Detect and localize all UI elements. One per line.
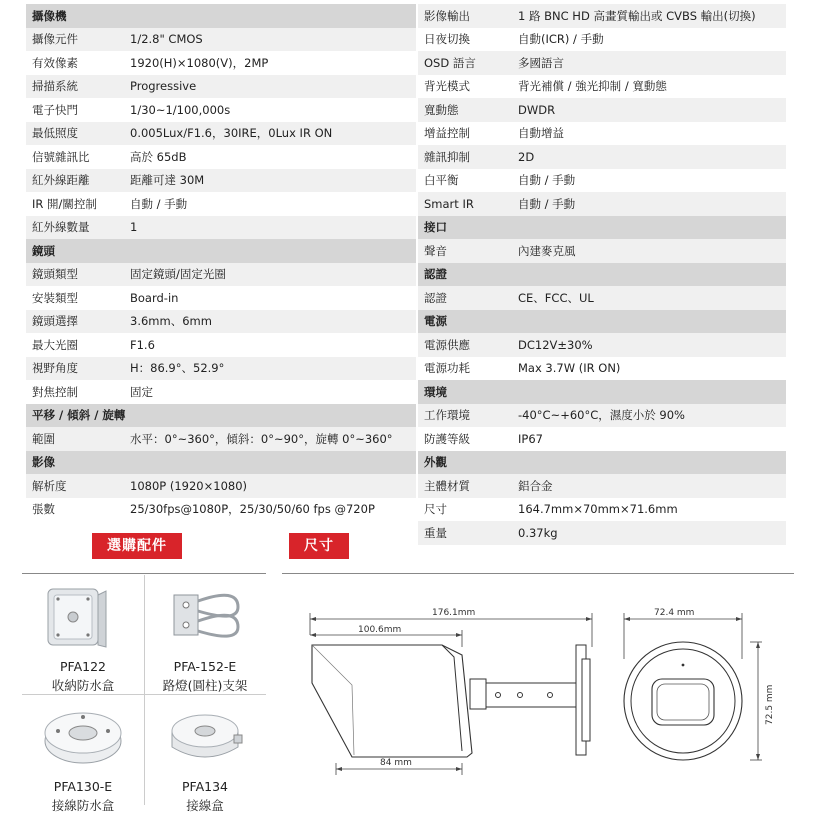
- spec-key: 鏡頭類型: [32, 267, 78, 282]
- spec-row: [418, 427, 786, 451]
- spec-key: Smart IR: [424, 196, 474, 211]
- spec-row: [26, 51, 416, 75]
- spec-row: [26, 169, 416, 193]
- spec-value: 自動 / 手動: [518, 173, 576, 188]
- accessories-tag: 選購配件: [92, 533, 182, 559]
- spec-key: 影像輸出: [424, 8, 470, 23]
- spec-value: 3.6mm、6mm: [130, 314, 212, 329]
- total-length-label: 176.1mm: [432, 608, 476, 618]
- spec-value: DWDR: [518, 102, 556, 117]
- spec-value: H：86.9°、52.9°: [130, 361, 225, 376]
- section-title: 影像: [32, 455, 55, 470]
- spec-value: 高於 65dB: [130, 149, 187, 164]
- spec-value: 多國語言: [518, 55, 564, 70]
- spec-row: [418, 357, 786, 381]
- section-title: 接口: [424, 220, 447, 235]
- spec-value: 1 路 BNC HD 高畫質輸出或 CVBS 輸出(切換): [518, 8, 756, 23]
- spec-row: [26, 357, 416, 381]
- spec-value: Board-in: [130, 290, 179, 305]
- accessory-desc: 接線防水盒: [51, 798, 115, 813]
- spec-section-header: [26, 4, 416, 28]
- accessory-item[interactable]: [144, 695, 266, 813]
- spec-row: [418, 145, 786, 169]
- spec-value: 固定: [130, 384, 153, 399]
- spec-value: 固定鏡頭/固定光圈: [130, 267, 226, 282]
- spec-value: 0.005Lux/F1.6，30IRE，0Lux IR ON: [130, 126, 333, 141]
- spec-row: [418, 521, 786, 545]
- spec-key: 聲音: [424, 243, 447, 258]
- spec-key: 張數: [32, 502, 55, 517]
- spec-section-header: [26, 451, 416, 475]
- spec-section-header: [418, 310, 786, 334]
- spec-row: [418, 192, 786, 216]
- spec-key: 信號雜訊比: [32, 149, 90, 164]
- spec-key: 增益控制: [424, 126, 470, 141]
- spec-key: 攝像元件: [32, 32, 78, 47]
- base-length-label: 84 mm: [380, 758, 412, 768]
- camera-dimension-diagram: [282, 575, 794, 815]
- accessory-desc: 收納防水盒: [51, 678, 115, 693]
- spec-key: 認證: [424, 290, 447, 305]
- spec-value: 1080P (1920×1080): [130, 478, 247, 493]
- spec-value: 1/30~1/100,000s: [130, 102, 231, 117]
- spec-row: [26, 310, 416, 334]
- junction-box-round-icon: [22, 695, 144, 779]
- spec-key: 電子快門: [32, 102, 78, 117]
- spec-key: 主體材質: [424, 478, 470, 493]
- spec-key: 掃描系統: [32, 79, 78, 94]
- spec-key: 鏡頭選擇: [32, 314, 78, 329]
- spec-key: 雜訊抑制: [424, 149, 470, 164]
- spec-row: [418, 498, 786, 522]
- spec-value: F1.6: [130, 337, 155, 352]
- spec-section-header: [418, 263, 786, 287]
- spec-key: 尺寸: [424, 502, 447, 517]
- spec-row: [418, 28, 786, 52]
- section-title: 環境: [424, 384, 447, 399]
- spec-row: [418, 333, 786, 357]
- spec-row: [26, 498, 416, 522]
- spec-value: 距離可達 30M: [130, 173, 205, 188]
- spec-key: 寬動態: [424, 102, 459, 117]
- spec-key: 解析度: [32, 478, 67, 493]
- spec-row: [418, 404, 786, 428]
- spec-key: 工作環境: [424, 408, 470, 423]
- spec-key: IR 開/關控制: [32, 196, 97, 211]
- spec-value: Max 3.7W (IR ON): [518, 361, 621, 376]
- spec-value: 自動增益: [518, 126, 564, 141]
- spec-row: [26, 286, 416, 310]
- spec-key: 日夜切換: [424, 32, 470, 47]
- spec-value: 背光補償 / 強光抑制 / 寬動態: [518, 79, 667, 94]
- spec-key: 電源功耗: [424, 361, 470, 376]
- section-title: 認證: [424, 267, 447, 282]
- accessory-model: PFA-152-E: [173, 659, 237, 674]
- spec-row: [418, 169, 786, 193]
- spec-key: 最大光圈: [32, 337, 78, 352]
- dimensions-divider: [282, 573, 794, 574]
- accessory-item[interactable]: [22, 695, 144, 813]
- spec-row: [26, 75, 416, 99]
- spec-key: 視野角度: [32, 361, 78, 376]
- front-width-label: 72.4 mm: [654, 608, 695, 618]
- spec-value: 自動 / 手動: [130, 196, 188, 211]
- spec-value: 1: [130, 220, 138, 235]
- spec-row: [26, 216, 416, 240]
- spec-key: 範圍: [32, 431, 55, 446]
- spec-value: 自動 / 手動: [518, 196, 576, 211]
- spec-key: 最低照度: [32, 126, 78, 141]
- section-title: 鏡頭: [32, 243, 55, 258]
- spec-section-header: [418, 451, 786, 475]
- spec-value: 自動(ICR) / 手動: [518, 32, 604, 47]
- spec-row: [26, 474, 416, 498]
- spec-key: 防護等級: [424, 431, 470, 446]
- section-title: 攝像機: [32, 8, 67, 23]
- spec-row: [26, 380, 416, 404]
- spec-value: 25/30fps@1080P，25/30/50/60 fps @720P: [130, 502, 375, 517]
- spec-section-header: [418, 380, 786, 404]
- spec-key: 白平衡: [424, 173, 459, 188]
- accessories-divider: [22, 573, 266, 574]
- spec-row: [418, 474, 786, 498]
- dimensions-tag: 尺寸: [289, 533, 349, 559]
- spec-value: IP67: [518, 431, 543, 446]
- spec-section-header: [418, 216, 786, 240]
- spec-table-right: [418, 4, 786, 545]
- spec-value: 內建麥克風: [518, 243, 576, 258]
- spec-row: [26, 122, 416, 146]
- spec-row: [418, 122, 786, 146]
- dimension-drawing: [282, 575, 794, 815]
- spec-row: [418, 286, 786, 310]
- spec-table-left: [26, 4, 416, 521]
- accessory-model: PFA134: [182, 779, 228, 794]
- accessory-item[interactable]: [144, 575, 266, 693]
- spec-key: 背光模式: [424, 79, 470, 94]
- spec-row: [26, 333, 416, 357]
- spec-value: Progressive: [130, 79, 197, 94]
- spec-section-header: [26, 404, 416, 428]
- spec-row: [418, 4, 786, 28]
- spec-key: 電源供應: [424, 337, 470, 352]
- spec-row: [418, 51, 786, 75]
- spec-value: -40°C~+60°C，濕度小於 90%: [518, 408, 685, 423]
- spec-key: 重量: [424, 525, 447, 540]
- pole-mount-bracket-icon: [144, 575, 266, 659]
- body-length-label: 100.6mm: [358, 625, 402, 635]
- spec-value: 1/2.8" CMOS: [130, 32, 203, 47]
- accessory-desc: 路燈(圓柱)支架: [162, 678, 248, 693]
- spec-key: OSD 語言: [424, 55, 476, 70]
- accessory-desc: 接線盒: [186, 798, 224, 813]
- spec-row: [26, 98, 416, 122]
- spec-value: 鋁合金: [518, 478, 553, 493]
- spec-key: 對焦控制: [32, 384, 78, 399]
- spec-value: 2D: [518, 149, 535, 164]
- spec-key: 紅外線距離: [32, 173, 90, 188]
- section-title: 外觀: [424, 455, 447, 470]
- spec-value: 1920(H)×1080(V)，2MP: [130, 55, 269, 70]
- spec-row: [26, 263, 416, 287]
- section-title: 電源: [424, 314, 447, 329]
- spec-value: 水平：0°~360°，傾斜：0°~90°，旋轉 0°~360°: [130, 431, 393, 446]
- spec-section-header: [26, 239, 416, 263]
- junction-box-icon: [144, 695, 266, 779]
- spec-key: 紅外線數量: [32, 220, 90, 235]
- spec-value: DC12V±30%: [518, 337, 593, 352]
- spec-key: 安裝類型: [32, 290, 78, 305]
- spec-row: [418, 239, 786, 263]
- spec-row: [26, 28, 416, 52]
- spec-row: [26, 145, 416, 169]
- spec-row: [26, 427, 416, 451]
- spec-key: 有效像素: [32, 55, 78, 70]
- accessory-model: PFA130-E: [53, 779, 113, 794]
- spec-value: 0.37kg: [518, 525, 558, 540]
- front-height-label: 72.5 mm: [765, 684, 775, 725]
- junction-box-square-icon: [22, 575, 144, 659]
- accessory-item[interactable]: [22, 575, 144, 693]
- accessories-grid: [22, 575, 266, 815]
- spec-value: 164.7mm×70mm×71.6mm: [518, 502, 678, 517]
- accessory-model: PFA122: [60, 659, 106, 674]
- spec-row: [26, 192, 416, 216]
- spec-value: CE、FCC、UL: [518, 290, 594, 305]
- spec-row: [418, 98, 786, 122]
- spec-row: [418, 75, 786, 99]
- section-title: 平移 / 傾斜 / 旋轉: [32, 408, 126, 423]
